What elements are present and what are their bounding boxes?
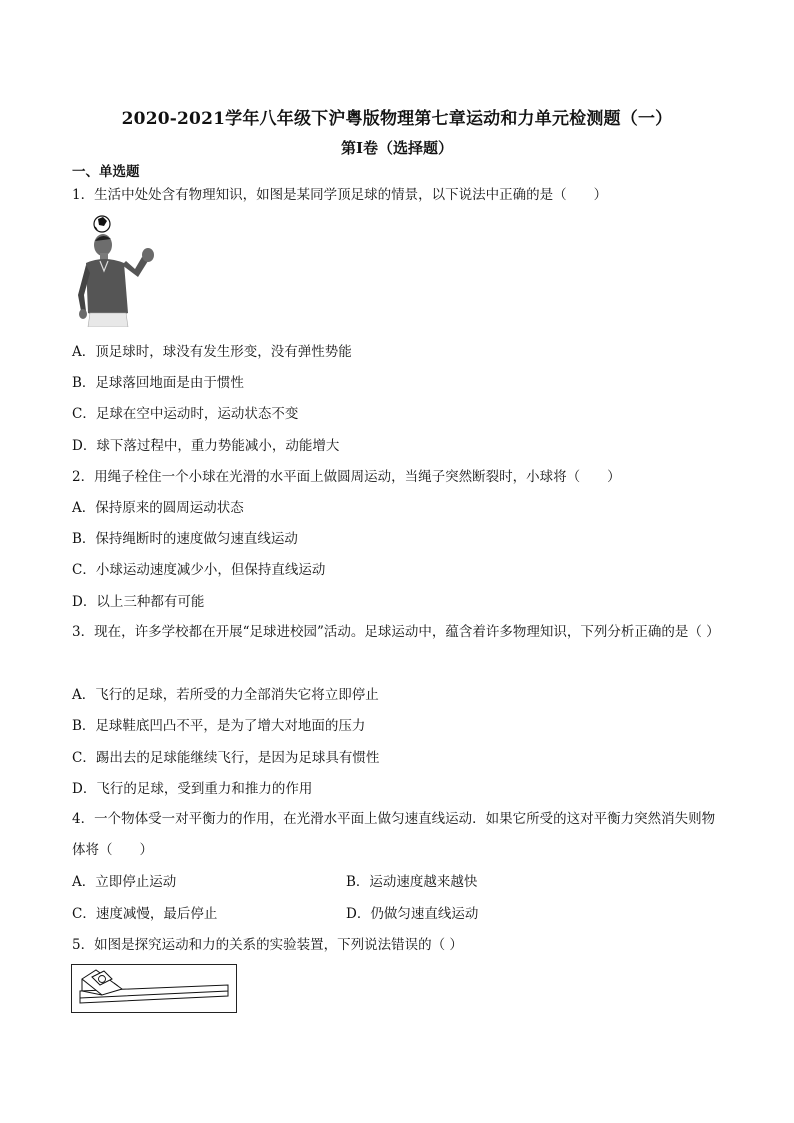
question-1-option-b: B．足球落回地面是由于惯性 <box>72 375 244 391</box>
question-1-stem: 1．生活中处处含有物理知识，如图是某同学顶足球的情景，以下说法中正确的是（ ） <box>72 187 608 203</box>
question-3-option-b: B．足球鞋底凹凸不平，是为了增大对地面的压力 <box>72 718 366 734</box>
question-4-stem: 4．一个物体受一对平衡力的作用，在光滑水平面上做匀速直线运动．如果它所受的这对平衡力突然消失则物体将（ ） <box>72 811 716 858</box>
question-4-option-a: A．立即停止运动 <box>72 874 177 890</box>
question-2-stem: 2．用绳子栓住一个小球在光滑的水平面上做圆周运动，当绳子突然断裂时，小球将（ ） <box>72 469 621 485</box>
question-3-option-d: D．飞行的足球，受到重力和推力的作用 <box>72 781 313 797</box>
question-2-option-c: C．小球运动速度减少小，但保持直线运动 <box>72 562 326 578</box>
page-subtitle: 第I卷（选择题） <box>340 139 454 157</box>
section-heading: 一、单选题 <box>72 164 140 180</box>
page-title: 2020-2021学年八年级下沪粤版物理第七章运动和力单元检测题（一） <box>121 109 673 129</box>
question-2-option-a: A．保持原来的圆周运动状态 <box>72 500 244 516</box>
question-3-stem: 3．现在，许多学校都在开展“足球进校园”活动。足球运动中，蕴含着许多物理知识，下列分析正确的是（ ） <box>72 624 720 640</box>
question-2-option-b: B．保持绳断时的速度做匀速直线运动 <box>72 531 298 547</box>
question-2-option-d: D．以上三种都有可能 <box>72 594 205 610</box>
figure-incline-apparatus <box>71 964 237 1013</box>
question-4-option-c: C．速度减慢，最后停止 <box>72 906 218 922</box>
question-4-option-d: D．仍做匀速直线运动 <box>346 906 479 922</box>
question-1-option-d: D．球下落过程中，重力势能减小，动能增大 <box>72 438 340 454</box>
question-3-option-c: C．踢出去的足球能继续飞行，是因为足球具有惯性 <box>72 750 380 766</box>
question-3-option-a: A．飞行的足球，若所受的力全部消失它将立即停止 <box>72 687 379 703</box>
incline-ramp-illustration <box>72 965 236 1012</box>
question-4-option-b: B．运动速度越来越快 <box>346 874 478 890</box>
question-5-stem: 5．如图是探究运动和力的关系的实验装置，下列说法错误的（ ） <box>72 937 463 953</box>
question-1-option-c: C．足球在空中运动时，运动状态不变 <box>72 406 299 422</box>
figure-boy-heading-football <box>72 215 164 327</box>
question-1-option-a: A．顶足球时，球没有发生形变，没有弹性势能 <box>72 344 352 360</box>
